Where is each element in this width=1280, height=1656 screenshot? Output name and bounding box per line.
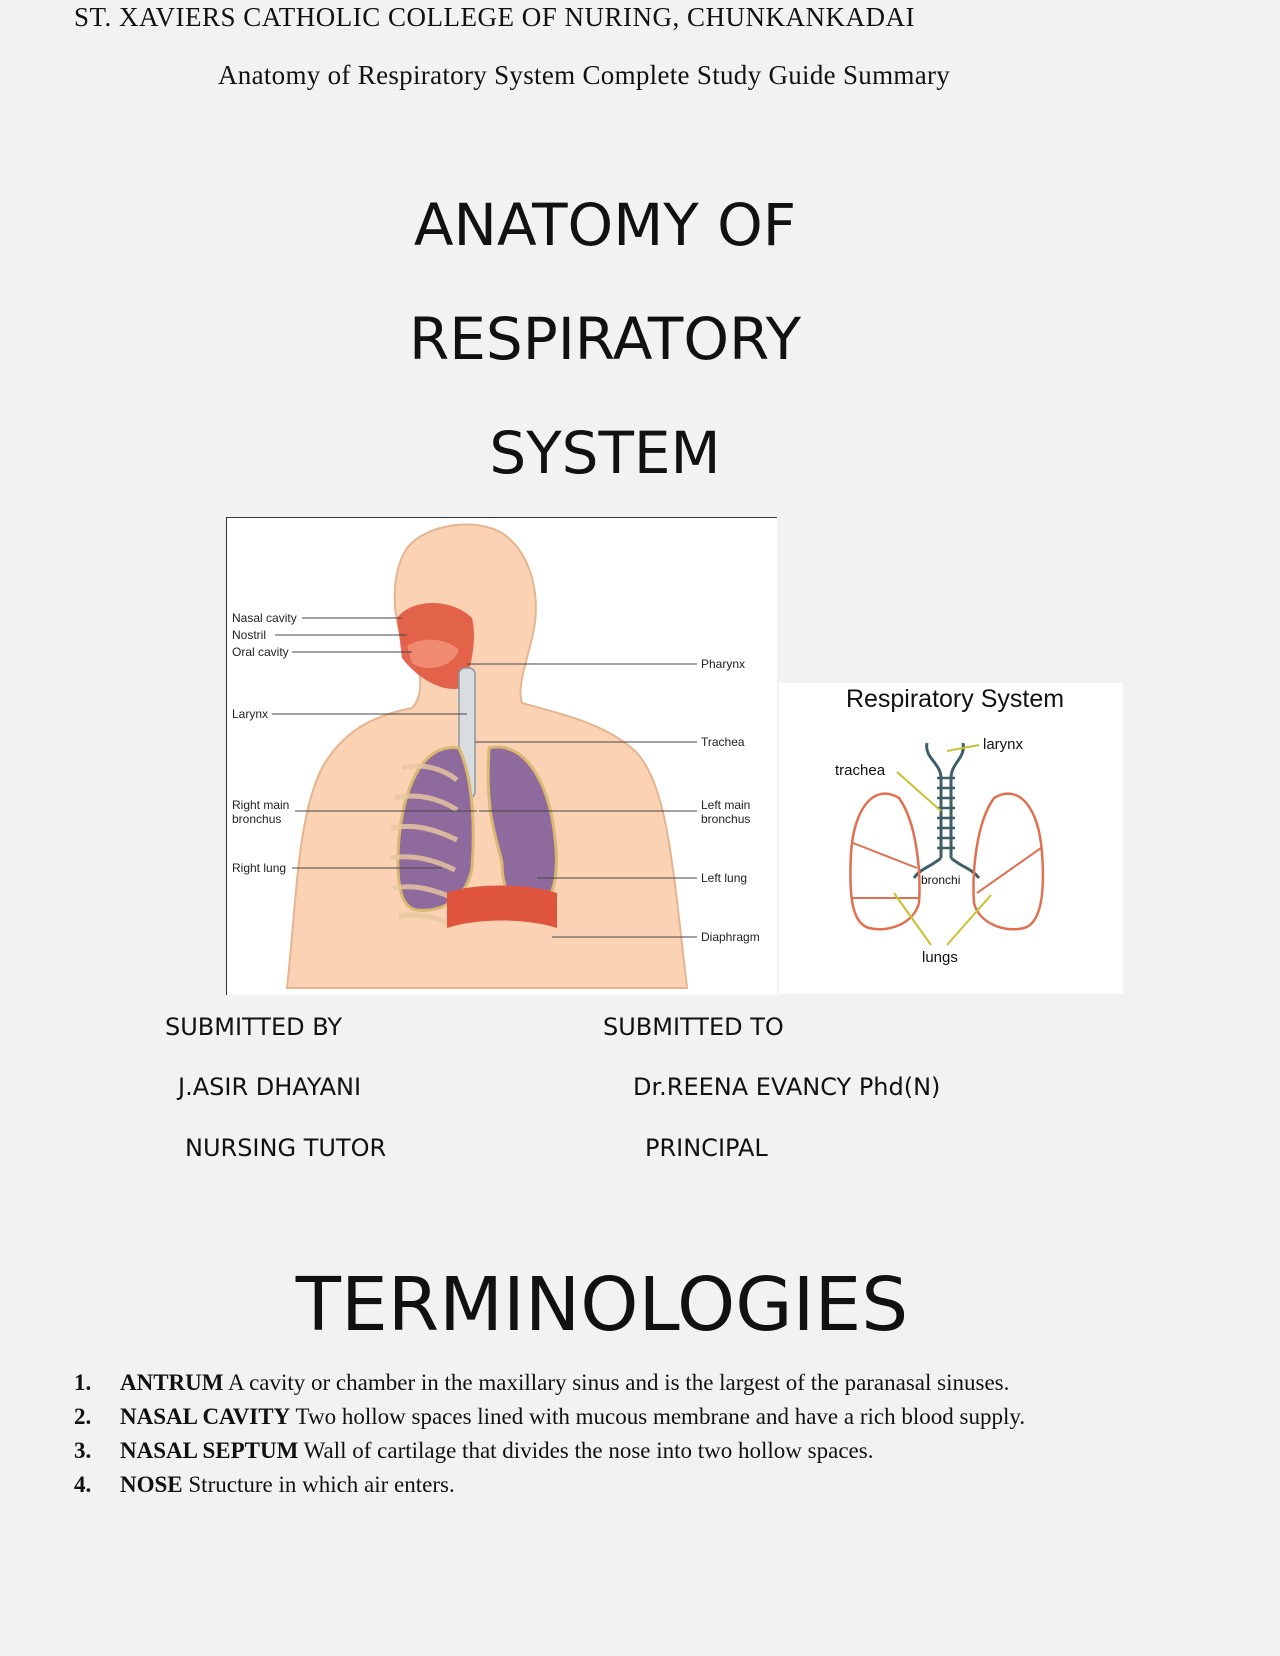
submitted-to-role: PRINCIPAL — [645, 1134, 768, 1162]
label-left-bronchus: bronchus — [701, 812, 751, 826]
label-left-lung: Left lung — [701, 871, 748, 885]
submitted-to-name: Dr.REENA EVANCY Phd(N) — [633, 1073, 941, 1101]
title-line-3: SYSTEM — [489, 419, 721, 487]
title-line-1: ANATOMY OF — [413, 191, 797, 259]
submitted-by-role: NURSING TUTOR — [185, 1134, 387, 1162]
label-right-lung: Right lung — [232, 861, 287, 875]
diagram-title: Respiratory System — [845, 685, 1065, 713]
diagram-label-bronchi: bronchi — [921, 873, 961, 887]
page-title — [0, 168, 1210, 510]
item-term: NASAL CAVITY — [120, 1404, 291, 1429]
respiratory-anatomy-figure — [226, 517, 777, 995]
title-line-2: RESPIRATORY — [408, 305, 802, 373]
list-item — [74, 1434, 1254, 1468]
item-term: ANTRUM — [120, 1370, 224, 1395]
submitted-by-name: J.ASIR DHAYANI — [178, 1073, 362, 1101]
document-subtitle: Anatomy of Respiratory System Complete Study Guide Summary — [218, 60, 951, 90]
respiratory-system-diagram — [779, 683, 1123, 994]
terminologies-heading: TERMINOLOGIES — [295, 1262, 909, 1348]
item-number: 1. — [74, 1370, 92, 1395]
list-item — [74, 1468, 1254, 1502]
item-definition: A cavity or chamber in the maxillary sinus and is the largest of the paranasal sinuses. — [223, 1370, 1010, 1395]
label-right-bronchus: bronchus — [232, 812, 282, 826]
college-name: ST. XAVIERS CATHOLIC COLLEGE OF NURING, CHUNKANKADAI — [74, 2, 915, 32]
respiratory-anatomy-illustration — [227, 518, 777, 995]
label-left-main: Left main — [701, 798, 751, 812]
item-number: 4. — [74, 1472, 92, 1497]
item-number: 2. — [74, 1404, 92, 1429]
label-right-main: Right main — [232, 798, 290, 812]
item-term: NOSE — [120, 1472, 183, 1497]
label-oral-cavity: Oral cavity — [232, 645, 289, 659]
label-trachea: Trachea — [701, 735, 745, 749]
terminology-list — [74, 1366, 1254, 1502]
label-nasal-cavity: Nasal cavity — [232, 611, 297, 625]
diagram-label-trachea: trachea — [835, 762, 886, 779]
submitted-by-heading: SUBMITTED BY — [165, 1013, 343, 1041]
label-diaphragm: Diaphragm — [701, 930, 760, 944]
submitted-to-heading: SUBMITTED TO — [603, 1013, 784, 1041]
item-definition: Wall of cartilage that divides the nose into two hollow spaces. — [298, 1438, 874, 1463]
list-item — [74, 1400, 1254, 1434]
diagram-label-lungs: lungs — [922, 949, 958, 966]
list-item — [74, 1366, 1254, 1400]
label-larynx: Larynx — [232, 707, 269, 721]
item-term: NASAL SEPTUM — [120, 1438, 299, 1463]
label-pharynx: Pharynx — [701, 657, 746, 671]
item-definition: Two hollow spaces lined with mucous membrane and have a rich blood supply. — [290, 1404, 1026, 1429]
respiratory-system-sketch — [779, 683, 1123, 994]
item-number: 3. — [74, 1438, 92, 1463]
label-nostril: Nostril — [232, 628, 267, 642]
diagram-label-larynx: larynx — [983, 736, 1024, 753]
item-definition: Structure in which air enters. — [182, 1472, 455, 1497]
